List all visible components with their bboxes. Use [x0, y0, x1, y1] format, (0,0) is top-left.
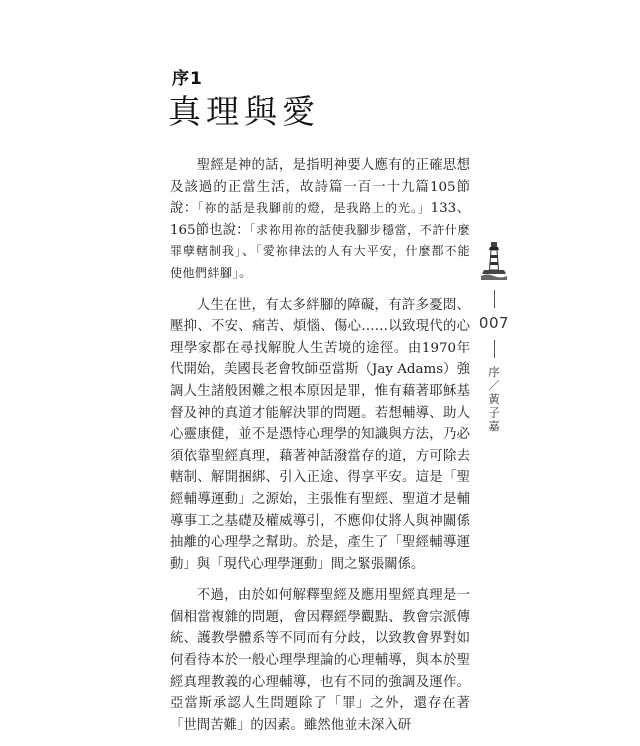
paragraph-1-text-c: 、	[241, 244, 256, 260]
chapter-title: 真理與愛	[168, 92, 320, 131]
sidebar-rule-bottom	[494, 340, 495, 358]
scripture-quote-2: 「求祢用祢的話使我腳步穩當，不許什麼罪孽轄制我」	[170, 222, 470, 259]
paragraph-1-text-d: 。	[239, 265, 253, 281]
paragraph-3: 不過，由於如何解釋聖經及應用聖經真理是一個相當複雜的問題，會因釋經學觀點、教會宗派傳統、護教學體系等不同而有分歧，以致教會界對如何看待本於一般心理學理論的心理輔導，與本於聖經真理教義的心理輔導，也有不同的強調及運作。亞當斯承認人生問題除了「罪」之外，還存在著「世間苦難」的因素。雖然他並未深入研	[170, 588, 470, 733]
section-label: 序1	[172, 69, 203, 89]
scripture-quote-3: 「愛祢律法的人有大平安，什麼都不能使他們絆腳」	[170, 244, 470, 280]
sidebar-rule-top	[494, 290, 495, 308]
page-sidebar	[476, 240, 512, 434]
paragraph-1-text-b: 133、165節也說：	[170, 201, 470, 238]
lighthouse-icon	[481, 240, 507, 280]
paragraph-1-text-a: 聖經是神的話，是指明神要人應有的正確思想及該過的正當生活，故詩篇一百一十九篇105節說：	[170, 158, 470, 217]
paragraph-2: 人生在世，有太多絆腳的障礙，有許多憂悶、壓抑、不安、痛苦、煩惱、傷心……以致現代的心理學家都在尋找解脫人生苦境的途徑。由1970年代開始，美國長老會牧師亞當斯（Jay Adams）強調人生諸般困難之根本原因是罪，惟有藉著耶穌基督及神的真道才能解決罪的問題。若想輔導、助人心靈康健，並不是憑恃心理學的知識與方法，乃必須依靠聖經真理，藉著神話潑當存的道，方可除去轄制、解開捆綁、引入正途、得享平安。這是「聖經輔導運動」之源始，主張惟有聖經、聖道才是輔導事工之基礎及權威導引，不應仰仗將人與神關係抽離的心理學之幫助。於是，產生了「聖經輔導運動」與「現代心理學運動」間之緊張關係。	[170, 297, 470, 572]
paragraph-1	[170, 155, 470, 285]
scripture-quote-1: 「祢的話是我腳前的燈，是我路上的光。」	[197, 201, 431, 216]
body-text	[170, 155, 470, 746]
running-head: 序／黃子嘉	[487, 366, 501, 434]
page-number: 007	[478, 314, 510, 332]
